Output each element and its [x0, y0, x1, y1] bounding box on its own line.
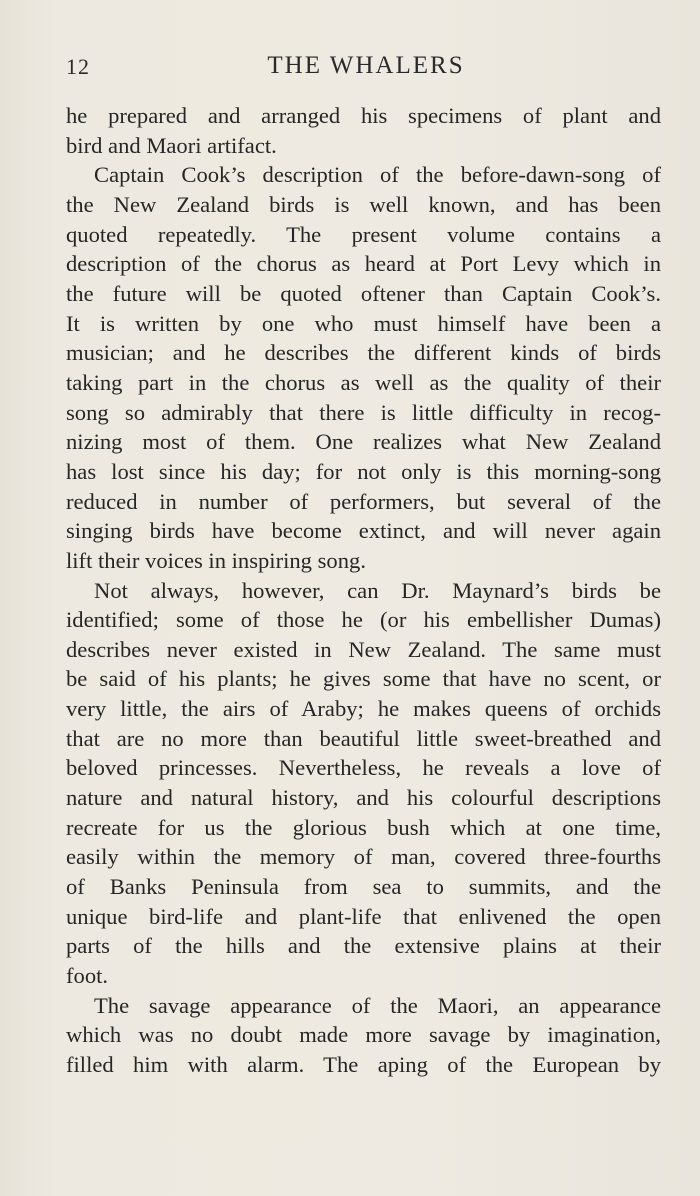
text-line: singing birds have become extinct, and will never again — [66, 518, 661, 544]
text-line: describes never existed in New Zealand. The same must — [66, 636, 661, 662]
text-line: The savage appearance of the Maori, an appearance — [94, 992, 661, 1018]
text-line: description of the chorus as heard at Port Levy which in — [66, 251, 661, 277]
text-line: which was no doubt made more savage by imagination, — [66, 1022, 661, 1048]
text-line: he prepared and arranged his specimens of plant and — [66, 103, 661, 128]
text-line: bird and Maori artifact. — [66, 132, 277, 158]
text-line: easily within the memory of man, covered three-fourths — [66, 844, 661, 870]
text-line: of Banks Peninsula from sea to summits, and the — [66, 874, 661, 900]
text-line: nature and natural history, and his colourful descriptions — [66, 785, 661, 811]
text-line: beloved princesses. Nevertheless, he reveals a love of — [66, 755, 661, 781]
text-line: parts of the hills and the extensive plains at their — [66, 933, 661, 959]
text-line: quoted repeatedly. The present volume contains a — [66, 221, 661, 247]
text-line: It is written by one who must himself have been a — [66, 310, 661, 336]
text-line: foot. — [66, 963, 109, 989]
text-line: Not always, however, can Dr. Maynard’s birds be — [94, 577, 661, 603]
text-line: song so admirably that there is little difficulty in recog- — [66, 399, 661, 425]
running-head: THE WHALERS — [267, 52, 465, 79]
text-line: be said of his plants; he gives some that have no scent, or — [66, 666, 661, 692]
text-line: the future will be quoted oftener than Captain Cook’s. — [66, 280, 661, 306]
text-line: Captain Cook’s description of the before-dawn-song of — [94, 162, 661, 188]
text-line: filled him with alarm. The aping of the European by — [66, 1052, 661, 1077]
text-line: nizing most of them. One realizes what New Zealand — [66, 429, 661, 455]
text-line: recreate for us the glorious bush which at one time, — [66, 814, 661, 840]
text-line: that are no more than beautiful little sweet-breathed and — [66, 725, 661, 751]
page-header — [66, 52, 666, 84]
text-line: taking part in the chorus as well as the quality of their — [66, 369, 661, 395]
page-number: 12 — [66, 54, 90, 79]
text-line: the New Zealand birds is well known, and has been — [66, 191, 661, 217]
text-line: very little, the airs of Araby; he makes queens of orchids — [66, 696, 661, 722]
text-line: identified; some of those he (or his embellisher Dumas) — [66, 607, 661, 633]
text-line: unique bird-life and plant-life that enlivened the open — [66, 903, 661, 929]
text-line: lift their voices in inspiring song. — [66, 547, 366, 573]
text-line: has lost since his day; for not only is this morning-song — [66, 458, 661, 484]
text-line: reduced in number of performers, but several of the — [66, 488, 661, 514]
text-line: musician; and he describes the different kinds of birds — [66, 340, 661, 366]
body-text — [66, 101, 661, 1080]
